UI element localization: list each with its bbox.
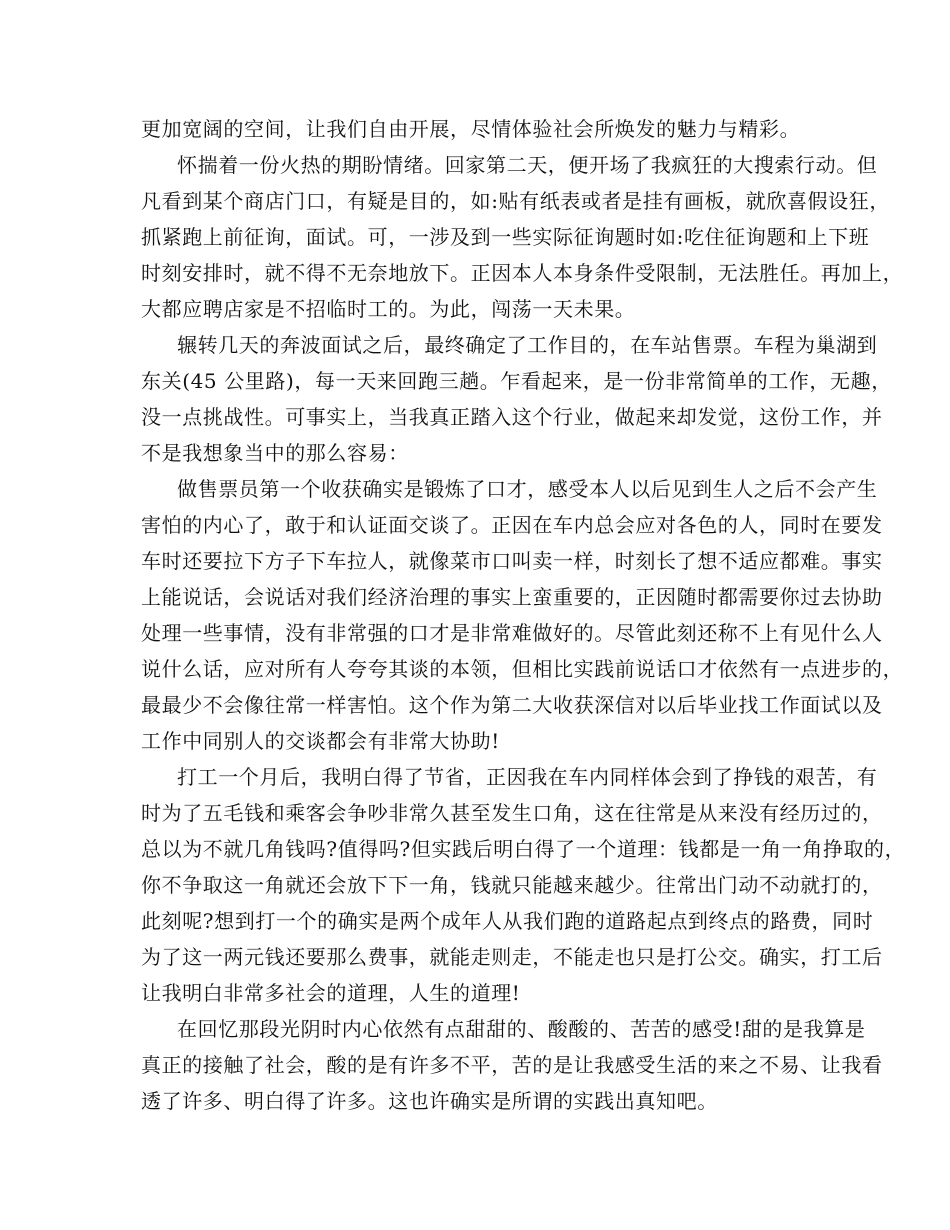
text-line: 不是我想象当中的那么容易： <box>141 441 409 465</box>
text-line: 你不争取这一角就还会放下下一角，钱就只能越来越少。往常出门动不动就打的， <box>141 873 883 897</box>
text-line: 让我明白非常多社会的道理，人生的道理! <box>141 981 521 1005</box>
paragraph-first-line: 辗转几天的奔波面试之后，最终确定了工作目的，在车站售票。车程为巢湖到 <box>177 333 878 357</box>
text-line: 更加宽阔的空间，让我们自由开展，尽情体验社会所焕发的魅力与精彩。 <box>141 117 801 141</box>
text-line: 最最少不会像往常一样害怕。这个作为第二大收获深信对以后毕业找工作面试以及 <box>141 693 883 717</box>
text-line: 上能说话，会说话对我们经济治理的事实上蛮重要的，正因随时都需要你过去协助 <box>141 585 883 609</box>
text-line: 工作中同别人的交谈都会有非常大协助! <box>141 729 500 753</box>
text-line: 害怕的内心了，敢于和认证面交谈了。正因在车内总会应对各色的人，同时在要发 <box>141 513 883 537</box>
paragraph-first-line: 做售票员第一个收获确实是锻炼了口才，感受本人以后见到生人之后不会产生 <box>177 477 878 501</box>
text-line: 没一点挑战性。可事实上，当我真正踏入这个行业，做起来却发觉，这份工作，并 <box>141 405 883 429</box>
text-line: 时为了五毛钱和乘客会争吵非常久甚至发生口角，这在往常是从来没有经历过的， <box>141 801 883 825</box>
text-line: 总以为不就几角钱吗?值得吗?但实践后明白得了一个道理：钱都是一角一角挣取的， <box>141 837 906 861</box>
paragraph-first-line: 怀揣着一份火热的期盼情绪。回家第二天，便开场了我疯狂的大搜索行动。但 <box>177 153 878 177</box>
text-line: 此刻呢?想到打一个的确实是两个成年人从我们跑的道路起点到终点的路费，同时 <box>141 909 874 933</box>
text-line: 透了许多、明白得了许多。这也许确实是所谓的实践出真知吧。 <box>141 1089 718 1113</box>
paragraph-first-line: 打工一个月后，我明白得了节省，正因我在车内同样体会到了挣钱的艰苦，有 <box>177 765 878 789</box>
text-line: 抓紧跑上前征询，面试。可，一涉及到一些实际征询题时如:吃住征询题和上下班 <box>141 225 870 249</box>
text-line: 说什么话，应对所有人夸夸其谈的本领，但相比实践前说话口才依然有一点进步的， <box>141 657 904 681</box>
text-line: 车时还要拉下方子下车拉人，就像菜市口叫卖一样，时刻长了想不适应都难。事实 <box>141 549 883 573</box>
text-line: 大都应聘店家是不招临时工的。为此，闯荡一天未果。 <box>141 297 636 321</box>
text-line: 为了这一两元钱还要那么费事，就能走则走，不能走也只是打公交。确实，打工后 <box>141 945 883 969</box>
text-line: 凡看到某个商店门口，有疑是目的，如:贴有纸表或者是挂有画板，就欣喜假设狂， <box>141 189 890 213</box>
text-line: 时刻安排时，就不得不无奈地放下。正因本人本身条件受限制，无法胜任。再加上， <box>141 261 904 285</box>
paragraph-first-line: 在回忆那段光阴时内心依然有点甜甜的、酸酸的、苦苦的感受!甜的是我算是 <box>177 1017 866 1041</box>
text-line: 真正的接触了社会，酸的是有许多不平，苦的是让我感受生活的来之不易、让我看 <box>141 1053 883 1077</box>
text-line: 处理一些事情，没有非常强的口才是非常难做好的。尽管此刻还称不上有见什么人 <box>141 621 883 645</box>
text-line: 东关(45 公里路)，每一天来回跑三趟。乍看起来，是一份非常简单的工作，无趣， <box>141 369 892 393</box>
